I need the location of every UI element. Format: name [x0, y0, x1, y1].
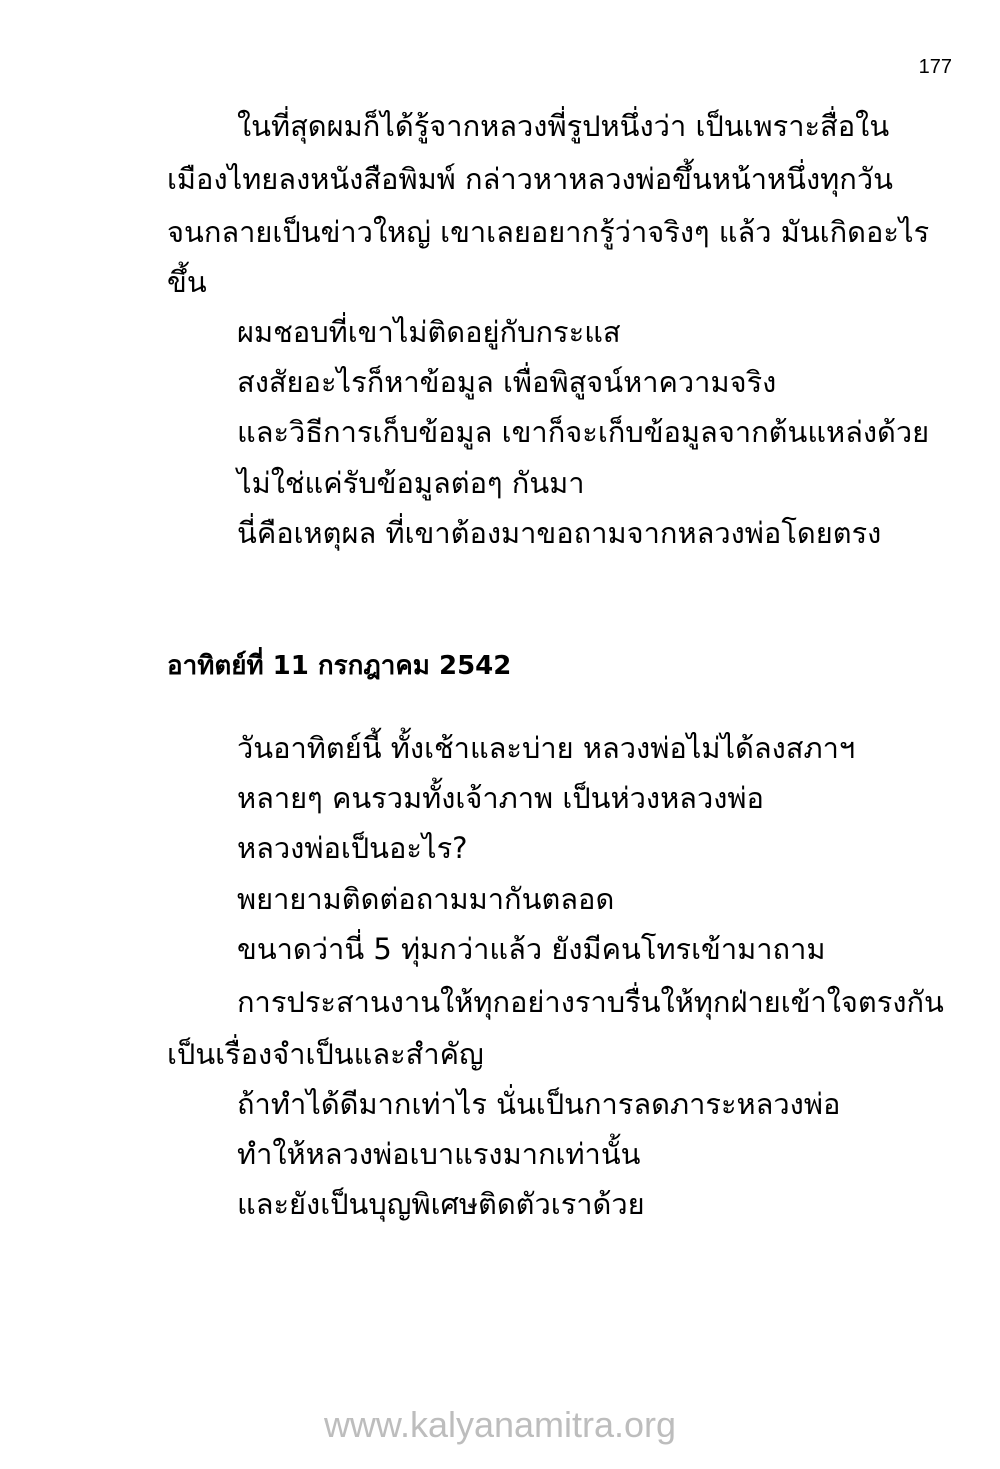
text-line: ถ้าทำได้ดีมากเท่าไร นั่นเป็นการลดภาระหลวงพ่อ: [237, 1087, 841, 1121]
text-line: เป็นเรื่องจำเป็นและสำคัญ: [167, 1037, 484, 1071]
text-line: ทำให้หลวงพ่อเบาแรงมากเท่านั้น: [237, 1137, 641, 1171]
text-line: พยายามติดต่อถามมากันตลอด: [237, 882, 615, 916]
text-line: หลายๆ คนรวมทั้งเจ้าภาพ เป็นห่วงหลวงพ่อ: [237, 781, 764, 815]
text-line: และวิธีการเก็บข้อมูล เขาก็จะเก็บข้อมูลจากต้นแหล่งด้วย: [237, 415, 930, 449]
text-line: ไม่ใช่แค่รับข้อมูลต่อๆ กันมา: [237, 466, 585, 500]
text-line: หลวงพ่อเป็นอะไร?: [237, 831, 468, 865]
text-line: เมืองไทยลงหนังสือพิมพ์ กล่าวหาหลวงพ่อขึ้นหน้าหนึ่งทุกวัน: [167, 162, 893, 196]
page-number: 177: [918, 56, 952, 78]
text-line: ขนาดว่านี่ 5 ทุ่มกว่าแล้ว ยังมีคนโทรเข้ามาถาม: [237, 932, 826, 966]
website-watermark: www.kalyanamitra.org: [323, 1404, 677, 1445]
text-line: ขึ้น: [167, 265, 207, 299]
text-line: ในที่สุดผมก็ได้รู้จากหลวงพี่รูปหนึ่งว่า เป็นเพราะสื่อใน: [237, 109, 890, 143]
text-line: นี่คือเหตุผล ที่เขาต้องมาขอถามจากหลวงพ่อโดยตรง: [237, 516, 882, 550]
text-line: วันอาทิตย์นี้ ทั้งเช้าและบ่าย หลวงพ่อไม่ได้ลงสภาฯ: [237, 731, 856, 765]
text-line: สงสัยอะไรก็หาข้อมูล เพื่อพิสูจน์หาความจริง: [237, 365, 777, 399]
text-line: และยังเป็นบุญพิเศษติดตัวเราด้วย: [237, 1187, 645, 1221]
text-line: การประสานงานให้ทุกอย่างราบรื่นให้ทุกฝ่ายเข้าใจตรงกัน: [237, 985, 944, 1019]
section-heading: อาทิตย์ที่ 11 กรกฎาคม 2542: [167, 651, 512, 681]
text-line: จนกลายเป็นข่าวใหญ่ เขาเลยอยากรู้ว่าจริงๆ แล้ว มันเกิดอะไร: [167, 215, 930, 249]
text-line: ผมชอบที่เขาไม่ติดอยู่กับกระแส: [237, 315, 621, 349]
